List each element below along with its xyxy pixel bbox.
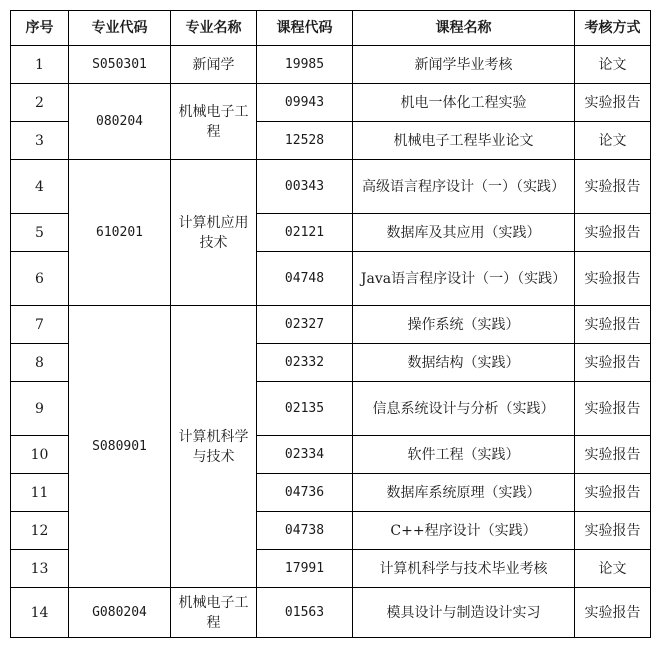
major-name: 机械电子工程 [171,84,257,160]
assessment: 论文 [575,550,651,588]
row-no: 6 [11,252,69,306]
row-no: 10 [11,436,69,474]
course-name: 信息系统设计与分析（实践） [353,382,575,436]
assessment: 实验报告 [575,474,651,512]
course-code: 00343 [257,160,353,214]
assessment: 实验报告 [575,214,651,252]
course-code: 17991 [257,550,353,588]
header-assessment: 考核方式 [575,11,651,46]
course-code: 02327 [257,306,353,344]
course-name: 机械电子工程毕业论文 [353,122,575,160]
row-no: 14 [11,588,69,638]
assessment: 实验报告 [575,512,651,550]
course-code: 04736 [257,474,353,512]
major-name: 计算机应用技术 [171,160,257,306]
row-no: 11 [11,474,69,512]
assessment: 实验报告 [575,84,651,122]
assessment: 实验报告 [575,588,651,638]
course-code: 02332 [257,344,353,382]
row-no: 3 [11,122,69,160]
major-code: G080204 [69,588,171,638]
assessment: 实验报告 [575,344,651,382]
course-code: 19985 [257,46,353,84]
course-code: 04748 [257,252,353,306]
assessment: 实验报告 [575,436,651,474]
header-major-code: 专业代码 [69,11,171,46]
header-major-name: 专业名称 [171,11,257,46]
course-name: 操作系统（实践） [353,306,575,344]
course-name: 数据结构（实践） [353,344,575,382]
row-no: 4 [11,160,69,214]
course-name: 软件工程（实践） [353,436,575,474]
course-name: 数据库系统原理（实践） [353,474,575,512]
course-code: 01563 [257,588,353,638]
course-code: 04738 [257,512,353,550]
row-no: 13 [11,550,69,588]
assessment: 实验报告 [575,382,651,436]
course-name: 机电一体化工程实验 [353,84,575,122]
major-name: 新闻学 [171,46,257,84]
row-no: 12 [11,512,69,550]
course-table [10,10,651,638]
table-row [11,588,651,638]
table-row [11,306,651,344]
course-name: 新闻学毕业考核 [353,46,575,84]
course-code: 09943 [257,84,353,122]
major-name: 计算机科学与技术 [171,306,257,588]
row-no: 1 [11,46,69,84]
course-name: C++程序设计（实践） [353,512,575,550]
row-no: 2 [11,84,69,122]
major-code: 610201 [69,160,171,306]
table-row [11,46,651,84]
course-name: Java语言程序设计（一）（实践） [353,252,575,306]
header-row [11,11,651,46]
assessment: 论文 [575,122,651,160]
course-code: 02135 [257,382,353,436]
assessment: 实验报告 [575,306,651,344]
major-name: 机械电子工程 [171,588,257,638]
assessment: 实验报告 [575,160,651,214]
major-code: S080901 [69,306,171,588]
major-code: S050301 [69,46,171,84]
header-course-code: 课程代码 [257,11,353,46]
assessment: 实验报告 [575,252,651,306]
course-code: 02121 [257,214,353,252]
table-row [11,84,651,122]
course-name: 计算机科学与技术毕业考核 [353,550,575,588]
table-row [11,160,651,214]
assessment: 论文 [575,46,651,84]
course-code: 12528 [257,122,353,160]
course-name: 数据库及其应用（实践） [353,214,575,252]
row-no: 5 [11,214,69,252]
course-name: 模具设计与制造设计实习 [353,588,575,638]
major-code: 080204 [69,84,171,160]
row-no: 9 [11,382,69,436]
header-course-name: 课程名称 [353,11,575,46]
course-code: 02334 [257,436,353,474]
course-name: 高级语言程序设计（一）（实践） [353,160,575,214]
header-no: 序号 [11,11,69,46]
row-no: 8 [11,344,69,382]
row-no: 7 [11,306,69,344]
